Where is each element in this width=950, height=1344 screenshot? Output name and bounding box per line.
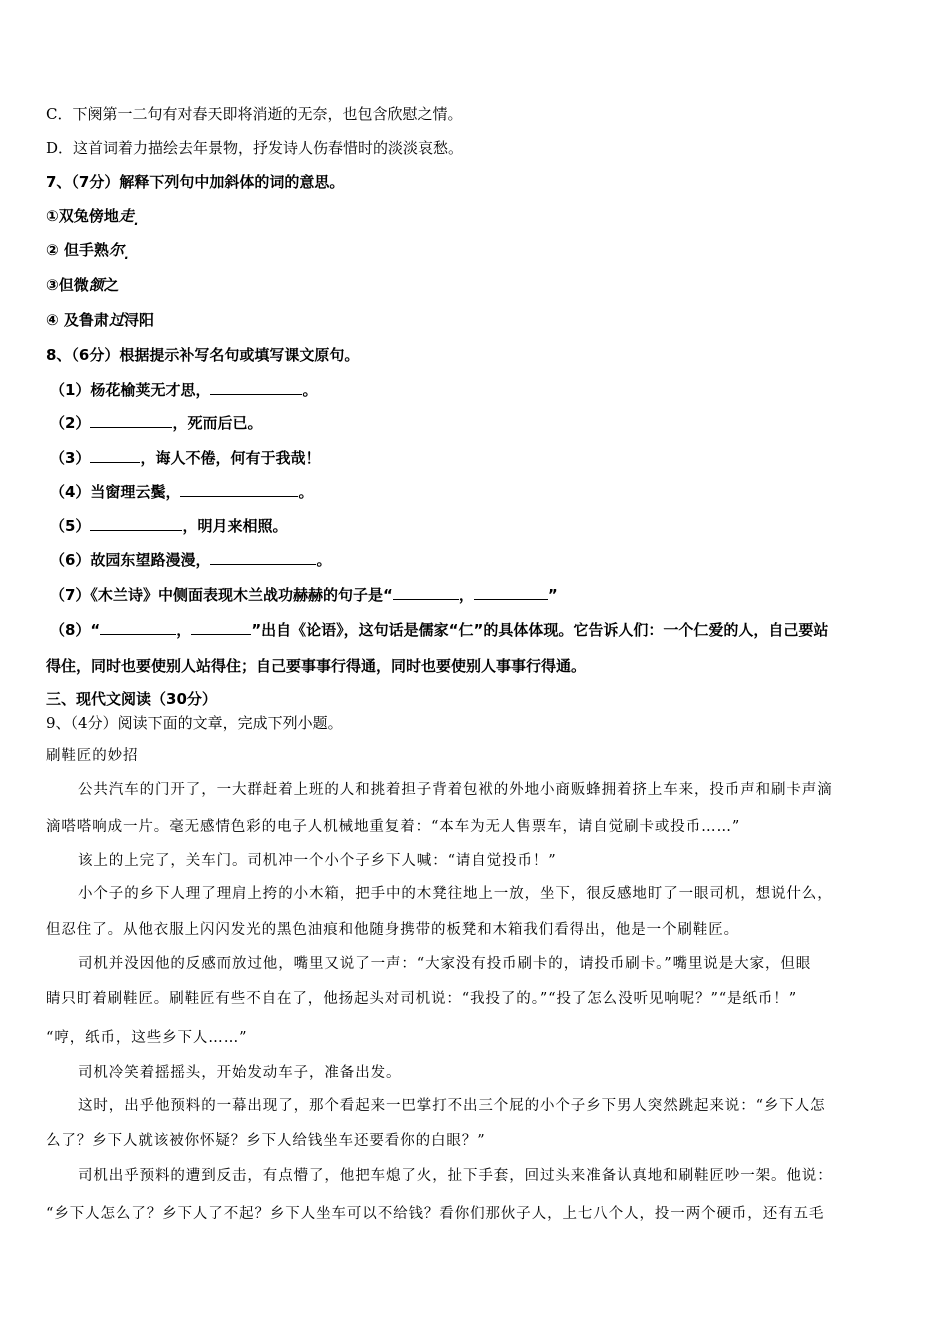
q7-item-4: ④ 及鲁肃过浔阳 (46, 311, 154, 329)
q7-item-1 (46, 206, 134, 226)
q7-title: 7、（7分）解释下列句中加斜体的词的意思。 (46, 173, 345, 191)
item-number: ① (46, 207, 59, 225)
q8-item-2: （2） ，死而后已。 (50, 414, 263, 432)
answer-blank[interactable] (474, 585, 548, 600)
section-title: 三、现代文阅读（30分） (46, 690, 217, 708)
answer-blank[interactable] (180, 482, 298, 497)
q8-item-7: （7）《木兰诗》中侧面表现木兰战功赫赫的句子是“ ， ” (50, 586, 558, 604)
answer-blank[interactable] (210, 380, 302, 395)
article-line: 么了？乡下人就该被你怀疑？乡下人给钱坐车还要看你的白眼？” (46, 1133, 486, 1149)
q8-item-3: （3） ，诲人不倦，何有于我哉！ (50, 449, 321, 467)
article-line: 公共汽车的门开了，一大群赶着上班的人和挑着担子背着包袱的外地小商贩蜂拥着挤上车来，投币声和刷卡声滴 (78, 782, 833, 798)
article-line: 这时，出乎他预料的一幕出现了，那个看起来一巴掌打不出三个屁的小个子乡下男人突然跳起来说：“乡下人怎 (78, 1098, 826, 1114)
option-c: C．下阕第一二句有对春天即将消逝的无奈，也包含欣慰之情。 (46, 105, 463, 123)
q8-title: 8、（6分）根据提示补写名句或填写课文原句。 (46, 346, 360, 364)
article-line: 司机出乎预料的遭到反击，有点懵了，他把车熄了火，扯下手套，回过头来准备认真地和刷鞋匠吵一架。他说： (78, 1168, 833, 1184)
article-line: “乡下人怎么了？乡下人了不起？乡下人坐车可以不给钱？看你们那伙子人，上七八个人，投一两个硬币，还有五毛 (46, 1206, 825, 1222)
article-line: 司机并没因他的反感而放过他，嘴里又说了一声：“大家没有投币刷卡的，请投币刷卡。”嘴里说是大家，但眼 (78, 956, 812, 972)
item-number: ③ (46, 276, 59, 294)
italic-word: 尔 . (109, 241, 124, 259)
answer-blank[interactable] (90, 516, 182, 531)
item-text: 及鲁肃 (58, 311, 109, 329)
q7-item-3: ③但微颔之 (46, 276, 119, 294)
q8-item-6: （6）故园东望路漫漫， 。 (50, 551, 332, 569)
option-d: D．这首词着力描绘去年景物，抒发诗人伤春惜时的淡淡哀愁。 (46, 139, 464, 157)
article-title: 刷鞋匠的妙招 (46, 748, 139, 764)
article-line: 小个子的乡下人理了理肩上挎的小木箱，把手中的木凳往地上一放，坐下，很反感地盯了一眼司机，想说什么， (78, 886, 833, 902)
q8-item-8: （8）“ ， ”出自《论语》，这句话是儒家“仁”的具体体现。它告诉人们：一个仁爱的人，自己要站 (50, 621, 829, 639)
item-text: 双兔傍地 (58, 207, 119, 225)
article-line: 该上的上完了，关车门。司机冲一个小个子乡下人喊：“请自觉投币！” (78, 853, 557, 869)
item-number: ④ (46, 311, 59, 329)
item-text: 但微 (58, 276, 89, 294)
q7-item-2 (46, 240, 124, 260)
answer-blank[interactable] (393, 585, 459, 600)
article-line: 司机冷笑着摇摇头，开始发动车子，准备出发。 (78, 1065, 402, 1081)
item-number: ② (46, 241, 59, 259)
answer-blank[interactable] (90, 413, 172, 428)
italic-word: 走 . (119, 207, 134, 225)
article-line: 但忍住了。从他衣服上闪闪发光的黑色油痕和他随身携带的板凳和木箱我们看得出，他是一个刷鞋匠。 (46, 922, 739, 938)
q8-item-1: （1）杨花榆荚无才思， 。 (50, 381, 318, 399)
answer-blank[interactable] (90, 448, 140, 463)
article-line: 睛只盯着刷鞋匠。刷鞋匠有些不自在了，他扬起头对司机说：“我投了的。”“投了怎么没听见响呢？”“是纸币！” (46, 991, 798, 1007)
article-line: 滴嗒嗒响成一片。毫无感情色彩的电子人机械地重复着：“本车为无人售票车，请自觉刷卡或投币……” (46, 819, 741, 835)
q8-item-8-cont: 得住，同时也要使别人站得住；自己要事事行得通，同时也要使别人事事行得通。 (46, 657, 587, 675)
italic-word: 过 (108, 311, 124, 329)
answer-blank[interactable] (191, 620, 251, 635)
article-line: “哼，纸币，这些乡下人……” (46, 1030, 248, 1046)
q8-item-4: （4）当窗理云鬓， 。 (50, 483, 314, 501)
item-text: 但手熟 (58, 241, 109, 259)
italic-word: 颔 (88, 276, 104, 294)
q9-title: 9、（4分）阅读下面的文章，完成下列小题。 (46, 714, 343, 732)
q8-item-5: （5） ，明月来相照。 (50, 517, 288, 535)
answer-blank[interactable] (100, 620, 176, 635)
answer-blank[interactable] (210, 550, 316, 565)
